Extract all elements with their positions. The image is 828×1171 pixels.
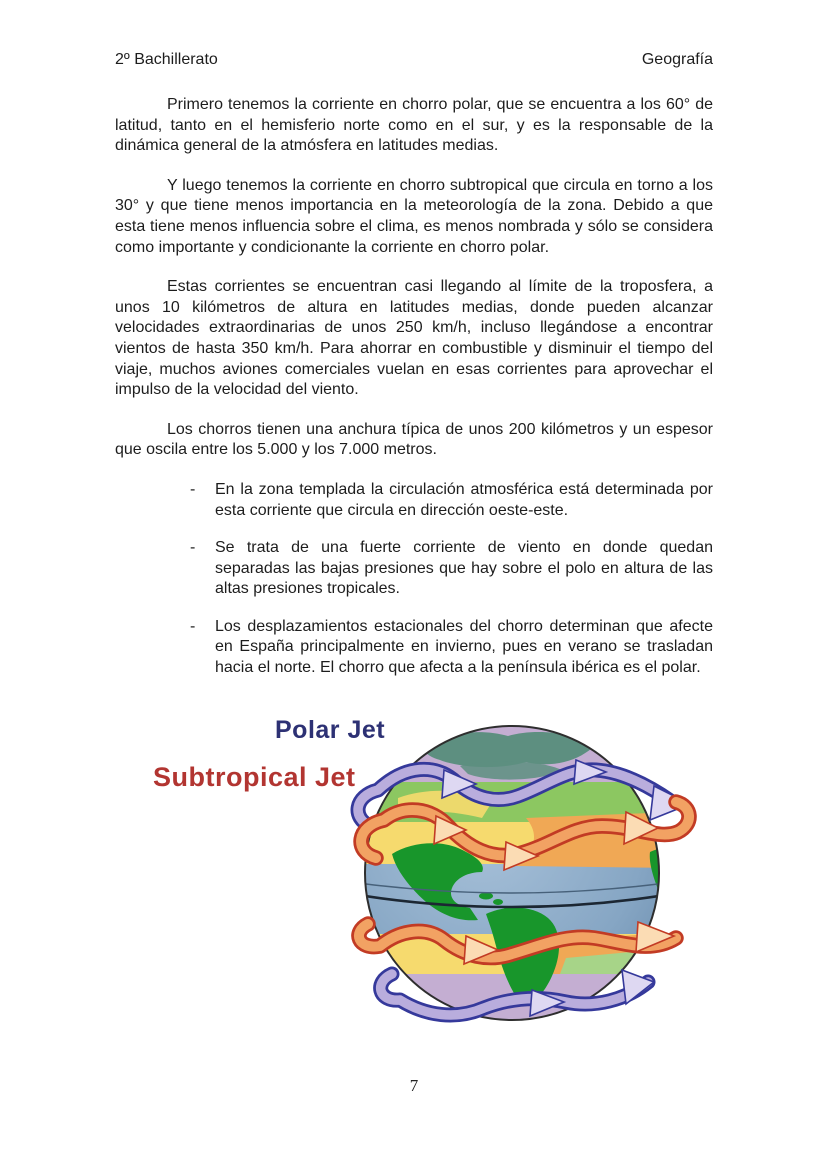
paragraph: Y luego tenemos la corriente en chorro subtropical que circula en torno a los 30° y que tiene menos importancia en la meteorología de la zona. Debido a que esta tiene menos influencia sobre el clima, es menos nombrada y sólo se considera como importante y condicionante la corriente en chorro polar. (115, 176, 713, 256)
jet-stream-globe-svg (340, 706, 700, 1038)
bullet-dash: - (190, 480, 196, 498)
header-subject: Geografía (641, 51, 713, 68)
bullet-dash: - (190, 539, 196, 557)
body-text (115, 95, 713, 461)
jet-stream-figure (115, 706, 713, 1038)
paragraph: Estas corrientes se encuentran casi llegando al límite de la troposfera, a unos 10 kilómetros de altura en latitudes medias, donde pueden alcanzar velocidades extraordinarias de unos 250 km/h, incluso llegándose a encontrar vientos de hasta 350 km/h. Para ahorrar en combustible y disminuir el tiempo del viaje, muchos aviones comerciales vuelan en esas corrientes para aprovechar el impulso de la velocidad del viento. (115, 278, 713, 399)
caribbean-island (493, 899, 503, 905)
bullet-text: En la zona templada la circulación atmosférica está determinada por esta corriente que circula en dirección oeste-este. (215, 480, 713, 519)
bullet-dash: - (190, 617, 196, 635)
bullet-text: Los desplazamientos estacionales del chorro determinan que afecte en España principalmente en invierno, pues en verano se trasladan hacia el norte. El chorro que afecta a la península ibérica es el polar. (215, 617, 713, 677)
polar-jet-label: Polar Jet (275, 715, 386, 744)
page-header (115, 50, 713, 69)
caribbean-island (479, 892, 493, 899)
globe-illustration (340, 706, 700, 1043)
subtropical-jet-label: Subtropical Jet (153, 761, 356, 792)
bullet-list (115, 480, 713, 679)
header-course: 2º Bachillerato (115, 51, 218, 68)
page-content (115, 50, 713, 1038)
page-number: 7 (409, 1076, 419, 1095)
bullet-text: Se trata de una fuerte corriente de viento en donde quedan separadas las bajas presiones que hay sobre el polo en altura de las altas presiones tropicales. (215, 539, 713, 598)
paragraph: Primero tenemos la corriente en chorro polar, que se encuentra a los 60° de latitud, tanto en el hemisferio norte como en el sur, y es la responsable de la dinámica general de la atmósfera en latitudes medias. (115, 96, 713, 155)
list-item (115, 617, 713, 679)
list-item (115, 538, 713, 600)
list-item (115, 480, 713, 521)
paragraph: Los chorros tienen una anchura típica de unos 200 kilómetros y un espesor que oscila entre los 5.000 y los 7.000 metros. (115, 420, 713, 459)
